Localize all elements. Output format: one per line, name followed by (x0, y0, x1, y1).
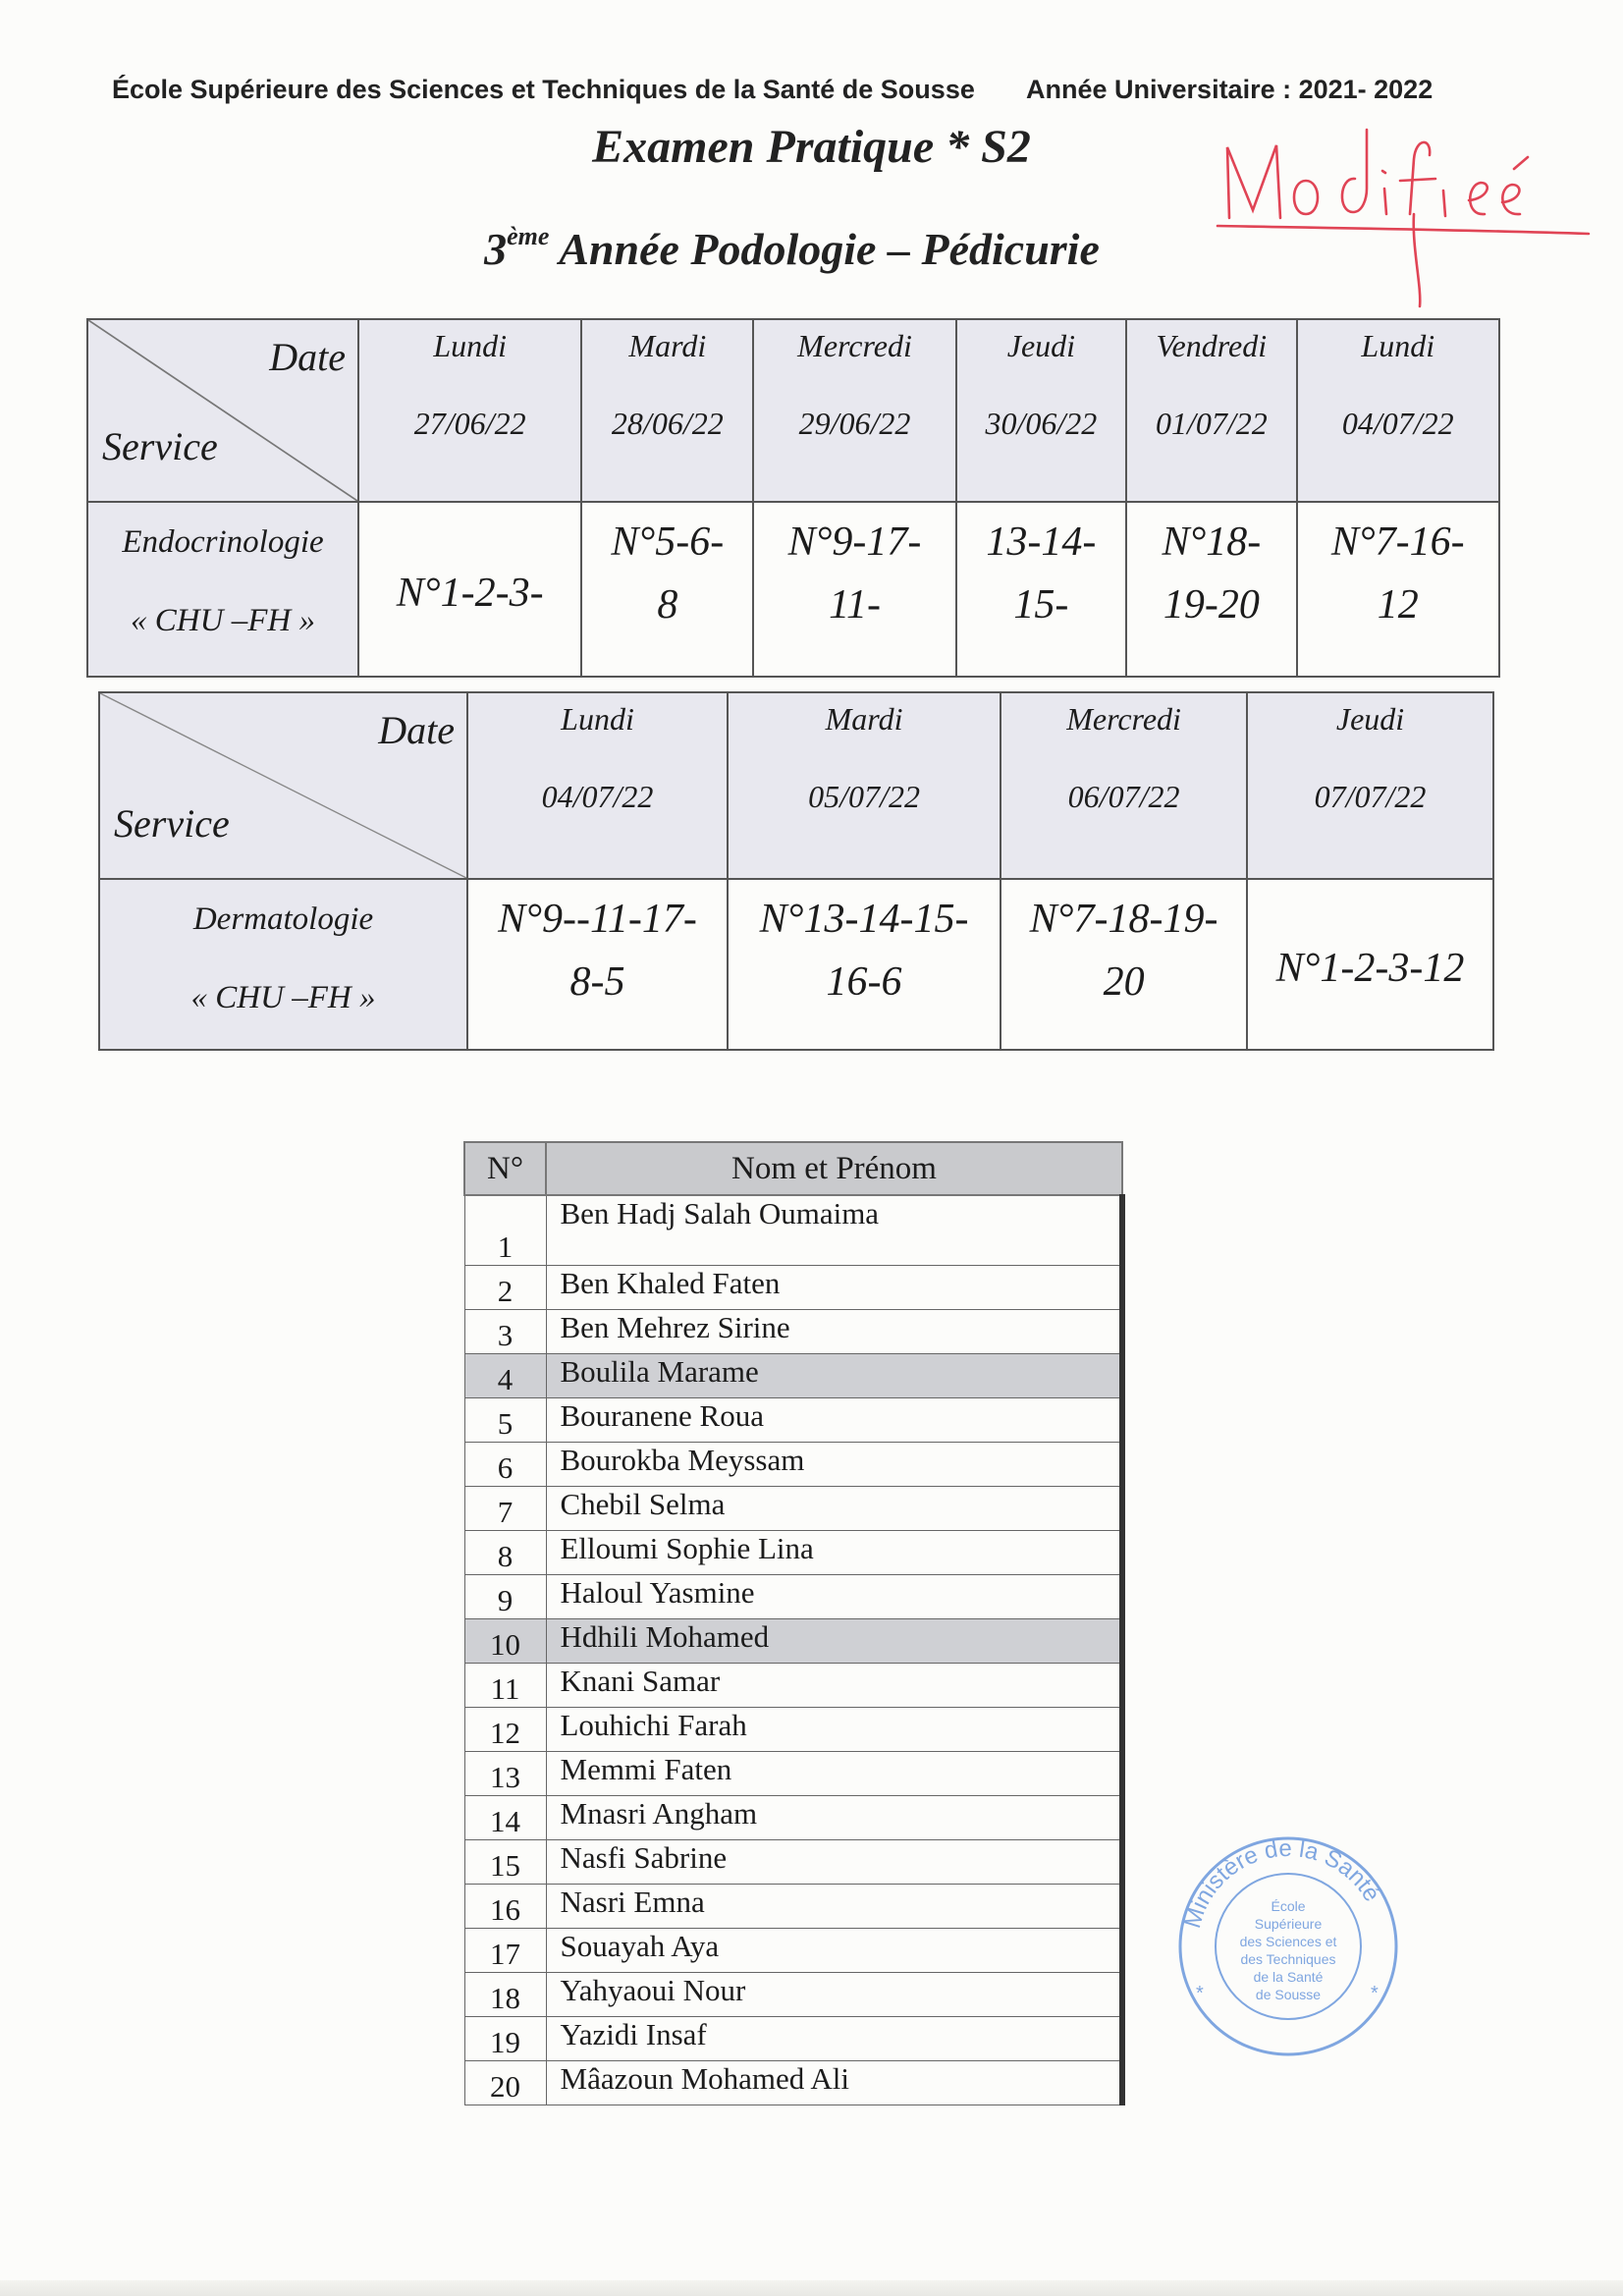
student-number: 20 (464, 2061, 546, 2105)
table-row (464, 1575, 1122, 1619)
day-column-header (1297, 319, 1499, 502)
header-corner-cell (99, 692, 467, 879)
exam-title: Examen Pratique * S2 (592, 121, 1031, 173)
student-name: Haloul Yasmine (546, 1575, 1122, 1619)
svg-text:Supérieure: Supérieure (1254, 1916, 1323, 1932)
svg-text:de Sousse: de Sousse (1255, 1987, 1322, 2002)
student-number: 12 (464, 1708, 546, 1752)
student-number: 9 (464, 1575, 546, 1619)
day-date: 27/06/22 (413, 406, 526, 441)
table-row (464, 1310, 1122, 1354)
svg-text:des Techniques: des Techniques (1240, 1951, 1336, 1967)
group-cell (753, 502, 955, 677)
group-line: N°9--11-17- (498, 897, 697, 942)
date-label: Date (378, 708, 455, 752)
student-number: 15 (464, 1840, 546, 1885)
student-list-table (463, 1141, 1125, 2105)
day-name: Mardi (628, 328, 707, 363)
service-site: « CHU –FH » (190, 980, 376, 1015)
day-name: Lundi (433, 328, 508, 363)
svg-text:École: École (1271, 1898, 1306, 1914)
svg-text:*: * (1371, 1983, 1379, 2004)
group-cell (728, 879, 1001, 1050)
student-number: 18 (464, 1973, 546, 2017)
student-name: Bourokba Meyssam (546, 1443, 1122, 1487)
group-line: N°9-17- (787, 519, 922, 565)
service-site: « CHU –FH » (131, 603, 315, 638)
table-row (464, 1885, 1122, 1929)
school-name: École Supérieure des Sciences et Techniques de la Santé de Sousse (112, 75, 975, 104)
table-row (464, 1973, 1122, 2017)
service-cell (87, 502, 358, 677)
student-name: Ben Khaled Faten (546, 1266, 1122, 1310)
day-date: 30/06/22 (985, 406, 1098, 441)
service-label: Service (102, 424, 218, 468)
svg-text:Ministère de la Santé: Ministère de la Santé (1179, 1834, 1385, 1932)
student-number: 10 (464, 1619, 546, 1664)
day-name: Mercredi (1066, 701, 1181, 737)
group-line: N°18- (1162, 519, 1262, 565)
group-line: 8 (657, 582, 678, 628)
group-line: N°5-6- (611, 519, 725, 565)
date-label: Date (269, 335, 346, 379)
student-name: Mnasri Angham (546, 1796, 1122, 1840)
student-name: Nasfi Sabrine (546, 1840, 1122, 1885)
group-line: N°1-2-3- (396, 571, 544, 616)
day-date: 04/07/22 (541, 779, 654, 814)
day-column-header (467, 692, 728, 879)
student-number: 5 (464, 1398, 546, 1443)
table-row (464, 1929, 1122, 1973)
day-name: Mardi (825, 701, 903, 737)
table-row (464, 2061, 1122, 2105)
svg-text:des Sciences et: des Sciences et (1239, 1934, 1337, 1949)
group-line: 16-6 (826, 959, 902, 1005)
day-column-header (581, 319, 753, 502)
student-number: 3 (464, 1310, 546, 1354)
group-cell (1001, 879, 1247, 1050)
table-row (464, 1752, 1122, 1796)
student-name: Ben Mehrez Sirine (546, 1310, 1122, 1354)
student-name: Chebil Selma (546, 1487, 1122, 1531)
student-name: Bouranene Roua (546, 1398, 1122, 1443)
day-date: 28/06/22 (611, 406, 724, 441)
day-date: 29/06/22 (798, 406, 911, 441)
group-cell (358, 502, 581, 677)
group-line: 20 (1103, 959, 1145, 1005)
student-number: 16 (464, 1885, 546, 1929)
student-name: Yazidi Insaf (546, 2017, 1122, 2061)
student-name: Hdhili Mohamed (546, 1619, 1122, 1664)
day-column-header (1126, 319, 1296, 502)
student-name: Souayah Aya (546, 1929, 1122, 1973)
student-number: 2 (464, 1266, 546, 1310)
modified-annotation (1208, 120, 1600, 316)
group-line: N°13-14-15- (759, 897, 969, 942)
day-column-header (1247, 692, 1493, 879)
svg-text:de la Santé: de la Santé (1253, 1969, 1324, 1985)
service-cell (99, 879, 467, 1050)
program-year-suffix: ème (507, 222, 550, 250)
student-name: Yahyaoui Nour (546, 1973, 1122, 2017)
group-cell (1126, 502, 1296, 677)
student-name: Ben Hadj Salah Oumaima (546, 1195, 1122, 1266)
group-cell (581, 502, 753, 677)
day-name: Mercredi (797, 328, 912, 363)
day-name: Lundi (1361, 328, 1435, 363)
day-column-header (358, 319, 581, 502)
table-row (464, 1531, 1122, 1575)
program-name: Année Podologie – Pédicurie (559, 224, 1100, 274)
student-name: Boulila Marame (546, 1354, 1122, 1398)
day-name: Vendredi (1156, 328, 1268, 363)
service-name: Endocrinologie (122, 524, 324, 560)
table-row (464, 1195, 1122, 1266)
student-name: Memmi Faten (546, 1752, 1122, 1796)
name-column-header: Nom et Prénom (546, 1142, 1122, 1195)
day-column-header (1001, 692, 1247, 879)
group-cell (1247, 879, 1493, 1050)
day-column-header (728, 692, 1001, 879)
student-number: 7 (464, 1487, 546, 1531)
student-name: Nasri Emna (546, 1885, 1122, 1929)
official-stamp (1174, 1832, 1402, 2060)
student-number: 8 (464, 1531, 546, 1575)
table-row (464, 1398, 1122, 1443)
header-corner-cell (87, 319, 358, 502)
table-row (464, 1664, 1122, 1708)
svg-text:*: * (1196, 1983, 1204, 2004)
day-date: 07/07/22 (1314, 779, 1427, 814)
table-row (464, 1708, 1122, 1752)
day-name: Jeudi (1006, 328, 1076, 363)
day-date: 05/07/22 (808, 779, 920, 814)
group-line: 11- (829, 582, 881, 628)
day-date: 04/07/22 (1341, 406, 1454, 441)
student-number: 19 (464, 2017, 546, 2061)
group-line: N°1-2-3-12 (1275, 946, 1465, 991)
group-line: 13-14- (986, 519, 1097, 565)
table-row (464, 1487, 1122, 1531)
day-date: 01/07/22 (1155, 406, 1268, 441)
group-line: N°7-18-19- (1029, 897, 1218, 942)
scan-edge (0, 2280, 1623, 2296)
table-row (464, 1796, 1122, 1840)
table-row (464, 1443, 1122, 1487)
group-cell (1297, 502, 1499, 677)
number-column-header: N° (464, 1142, 546, 1195)
student-number: 1 (464, 1195, 546, 1266)
student-number: 17 (464, 1929, 546, 1973)
table-row (464, 2017, 1122, 2061)
group-line: N°7-16- (1330, 519, 1465, 565)
student-name: Mâazoun Mohamed Ali (546, 2061, 1122, 2105)
group-cell (467, 879, 728, 1050)
student-number: 11 (464, 1664, 546, 1708)
student-number: 13 (464, 1752, 546, 1796)
endocrinology-schedule-table (86, 318, 1500, 678)
student-number: 6 (464, 1443, 546, 1487)
group-cell (956, 502, 1126, 677)
student-name: Elloumi Sophie Lina (546, 1531, 1122, 1575)
day-column-header (956, 319, 1126, 502)
program-year-number: 3 (484, 224, 508, 274)
group-line: 8-5 (569, 959, 625, 1005)
group-line: 12 (1377, 582, 1419, 628)
service-label: Service (114, 801, 230, 846)
student-number: 14 (464, 1796, 546, 1840)
student-name: Louhichi Farah (546, 1708, 1122, 1752)
day-column-header (753, 319, 955, 502)
academic-year: Année Universitaire : 2021- 2022 (1026, 75, 1434, 104)
table-row (464, 1840, 1122, 1885)
group-line: 19-20 (1163, 582, 1260, 628)
day-date: 06/07/22 (1067, 779, 1180, 814)
student-number: 4 (464, 1354, 546, 1398)
table-row (464, 1619, 1122, 1664)
day-name: Jeudi (1335, 701, 1405, 737)
student-name: Knani Samar (546, 1664, 1122, 1708)
group-line: 15- (1013, 582, 1069, 628)
table-row (464, 1266, 1122, 1310)
day-name: Lundi (561, 701, 634, 737)
table-row (464, 1354, 1122, 1398)
service-name: Dermatologie (192, 902, 374, 937)
dermatology-schedule-table (98, 691, 1494, 1051)
